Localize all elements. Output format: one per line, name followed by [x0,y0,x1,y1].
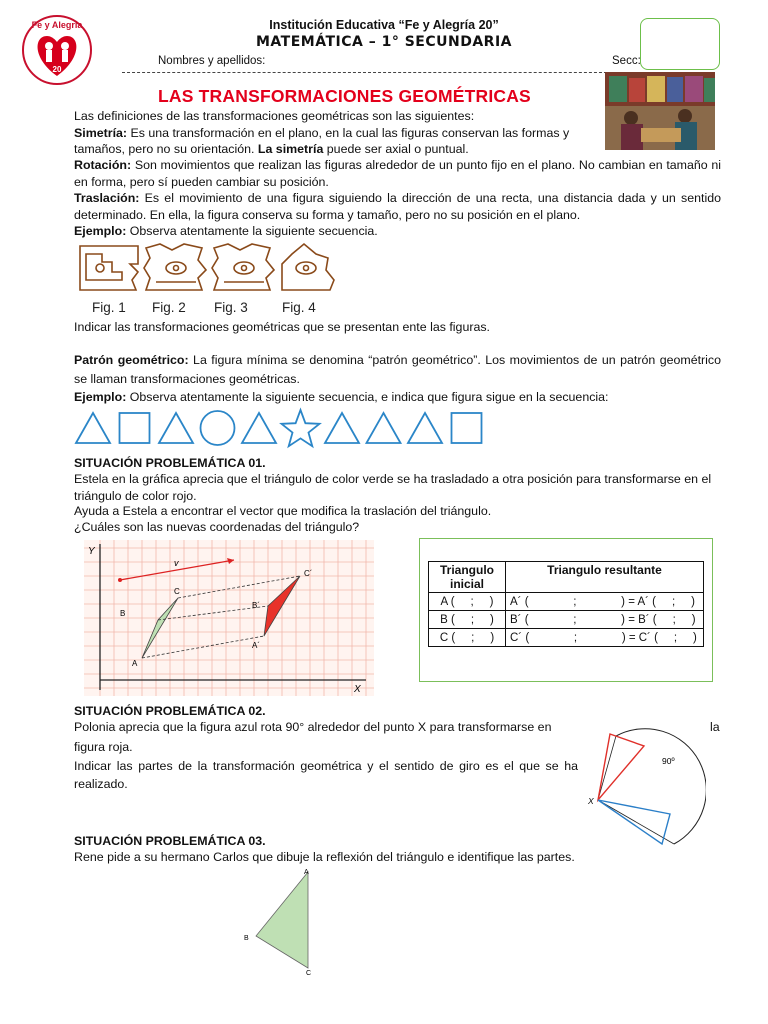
traslacion-term: Traslación: [74,191,140,205]
traslacion-def [74,190,721,223]
section-label: Secc: [612,55,641,67]
sequence-square-10 [452,413,482,443]
answer-box [419,538,713,682]
ejemplo-2-term: Ejemplo: [74,390,127,404]
sp3-line-1: Rene pide a su hermano Carlos que dibuje la reflexión del triángulo e identifique las partes. [74,850,575,864]
axis-x-label: X [354,684,361,695]
rotacion-text: Son movimientos que realizan las figuras alrededor de un punto fijo en el plano. No cambian en tamaño ni en forma, pero sí pueden cambiar su posición. [74,158,721,189]
table-row [429,629,704,647]
fig-3-label: Fig. 3 [214,300,248,315]
cell-result-a[interactable]: A´ ( ; ) = A´ ( ; ) [506,593,704,611]
coordinates-table [428,561,704,647]
reflection-point-a: A [304,869,309,876]
header-result: Triangulo resultante [506,562,704,593]
simetria-term-2: La simetría [257,142,324,156]
sp3-title: SITUACIÓN PROBLEMÁTICA 03. [74,834,266,848]
simetria-def [74,125,604,142]
sp1-title: SITUACIÓN PROBLEMÁTICA 01. [74,456,266,470]
fig-1-shape [80,246,138,290]
table-row [429,593,704,611]
simetria-text-2: tamaños, pero no su orientación. [74,142,258,156]
sp1-line-2: Ayuda a Estela a encontrar el vector que modifica la traslación del triángulo. [74,504,492,518]
rotation-diagram [586,716,706,852]
fig-1-label: Fig. 1 [92,300,126,315]
header-initial: Triangulo inicial [429,562,506,593]
market-photo [605,72,715,150]
cell-result-c[interactable]: C´ ( ; ) = C´ ( ; ) [506,629,704,647]
institution-name: Institución Educativa “Fe y Alegría 20” [269,18,499,32]
cell-result-b[interactable]: B´ ( ; ) = B´ ( ; ) [506,611,704,629]
sp2-line-2: Indicar las partes de la transformación geométrica y el sentido de giro es el que se ha realizado. [74,759,578,791]
figure-sequence [76,240,336,316]
fig-2-shape [144,244,206,290]
vector-v-label: v [174,558,179,568]
section-box[interactable] [640,18,720,70]
intro-text: Las definiciones de las transformaciones geométricas son las siguientes: [74,109,475,123]
fig-3-shape [212,244,274,290]
sp1-line-3: ¿Cuáles son las nuevas coordenadas del triángulo? [74,520,360,534]
page-title: LAS TRANSFORMACIONES GEOMÉTRICAS [158,86,531,106]
reflection-triangle [236,864,326,976]
sp2-line-1: Polonia aprecia que la figura azul rota 90° alrededor del punto X para transformarse en [74,720,552,734]
name-line [122,72,612,73]
fig-4-shape [282,244,334,290]
cell-initial-a[interactable]: A ( ; ) [429,593,506,611]
simetria-text-3: puede ser axial o puntual. [323,142,469,156]
name-label: Nombres y apellidos: [158,55,266,67]
ejemplo-1 [74,223,378,240]
fig-4-label: Fig. 4 [282,300,316,315]
point-a-label: A [132,659,138,668]
rotation-point-label: X [588,796,594,806]
sequence-triangle-9 [408,413,442,443]
axis-y-label: Y [88,546,95,557]
rotacion-def [74,157,721,190]
sp2-title: SITUACIÓN PROBLEMÁTICA 02. [74,704,266,718]
patron-def [74,351,721,389]
sp2-line-1-cont: figura roja. [74,740,133,754]
reflection-point-c: C [306,970,312,976]
simetria-text-1: Es una transformación en el plano, en la cual las figuras conservan las formas y [127,126,570,140]
point-b2-label: B´ [252,601,260,610]
cell-initial-b[interactable]: B ( ; ) [429,611,506,629]
patron-term: Patrón geométrico: [74,353,189,367]
sequence-triangle-1 [76,413,110,443]
point-b-label: B [120,609,126,618]
ejemplo-1-text: Observa atentamente la siguiente secuencia. [126,224,378,238]
course-name: MATEMÁTICA – 1° SECUNDARIA [256,34,512,50]
sequence-star-6 [282,410,320,446]
table-row [429,611,704,629]
fig-2-label: Fig. 2 [152,300,186,315]
sequence-circle-4 [201,411,235,445]
reflection-point-b: B [244,935,249,942]
translation-graph [84,540,374,696]
logo-text: Fe y Alegría [31,20,83,30]
indicate-text: Indicar las transformaciones geométricas que se presentan ente las figuras. [74,320,490,334]
ejemplo-2 [74,389,609,406]
patron-text: La figura mínima se denomina “patrón geométrico”. Los movimientos de un patrón geométrico se llaman transformaciones geométricas. [74,353,721,386]
ejemplo-1-term: Ejemplo: [74,224,127,238]
logo-number: 20 [52,65,62,74]
sp2-line-1-end: la [710,720,720,734]
sequence-triangle-8 [367,413,401,443]
simetria-term: Simetría: [74,126,128,140]
shape-sequence [74,406,494,450]
ejemplo-2-text: Observa atentamente la siguiente secuencia, e indica que figura sigue en la secuencia: [126,390,609,404]
point-a2-label: A´ [252,641,260,650]
point-c-label: C [174,587,180,596]
sequence-triangle-3 [159,413,193,443]
cell-initial-c[interactable]: C ( ; ) [429,629,506,647]
sequence-triangle-7 [325,413,359,443]
rotacion-term: Rotación: [74,158,132,172]
angle-label: 90º [662,756,675,766]
sequence-square-2 [120,413,150,443]
sequence-triangle-5 [242,413,276,443]
sp1-line-1: Estela en la gráfica aprecia que el triángulo de color verde se ha trasladado a otra posición para transformarse en el triángulo de color rojo. [74,472,712,503]
traslacion-text: Es el movimiento de una figura siguiendo la dirección de una recta, una distancia dada y un sentido determinado. En ella, la figura conserva su forma y tamaño, pero no su posición en el plano. [74,191,721,222]
simetria-def-2 [74,141,604,158]
point-c2-label: C´ [304,569,313,578]
